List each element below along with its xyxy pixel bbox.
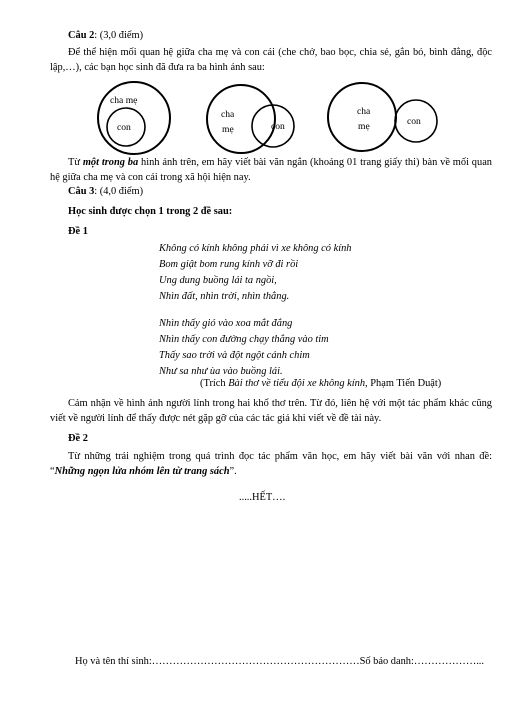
- diagram-2-parent-circle: [207, 85, 275, 153]
- option-2-title: Đề 2: [68, 433, 88, 444]
- candidate-name-label: Họ và tên thí sinh:: [75, 656, 152, 667]
- diagram-3-child-label: con: [407, 116, 421, 127]
- citation-post: , Phạm Tiến Duật): [365, 378, 442, 389]
- option-1-title: Đề 1: [68, 226, 88, 237]
- poem-line: Ung dung buồng lái ta ngồi,: [159, 275, 277, 286]
- diagram-3-parent-label-line1: cha: [357, 106, 371, 117]
- diagram-separate-circles: [328, 83, 437, 151]
- footer-candidate-info: [75, 656, 484, 668]
- option-2-task-pre: Từ những trải nghiệm trong quá trình đọc tác phẩm văn học, em hãy viết bài văn với nhan đề: “: [50, 451, 492, 478]
- poem-line: Nhìn thấy gió vào xoa mắt đắng: [159, 318, 293, 329]
- candidate-name-blank: ……………………………………………………: [151, 656, 360, 667]
- poem-line: Thấy sao trời và đột ngột cánh chim: [159, 350, 310, 361]
- diagram-nested-circles: [98, 82, 170, 154]
- question-3-heading: [68, 186, 143, 198]
- poem-line: Nhìn thấy con đường chạy thẳng vào tim: [159, 334, 329, 345]
- question-2-label: Câu 2: [68, 30, 95, 41]
- poem-line: Không có kính không phải vì xe không có kính: [159, 243, 352, 254]
- question-2-task-emphasis: một trong ba: [82, 157, 139, 168]
- diagram-2-parent-label-line2: mẹ: [222, 124, 234, 135]
- question-3-points: : (4,0 điểm): [94, 186, 144, 197]
- question-2-heading: [68, 30, 143, 42]
- question-2-points: : (3,0 điểm): [94, 30, 144, 41]
- option-2-essay-title: Những ngọn lửa nhóm lên từ trang sách: [54, 466, 230, 478]
- option-2-task: [50, 449, 492, 479]
- question-3-choose: Học sinh được chọn 1 trong 2 đề sau:: [68, 206, 233, 217]
- diagram-2-parent-label-line1: cha: [221, 109, 235, 120]
- diagram-2-child-label: con: [271, 121, 285, 132]
- question-2-task-pre: Từ: [68, 157, 83, 168]
- option-1-task: Cảm nhận về hình ảnh người lính trong hai khổ thơ trên. Từ đó, liên hệ với một tác phẩm khác cũng viết về người lính để thấy được nét gặp gỡ của các tác giả khi viết về đề tài này.: [50, 398, 492, 425]
- poem-line: Nhìn đất, nhìn trời, nhìn thẳng.: [159, 291, 290, 302]
- poem-line: Như sa như ùa vào buồng lái.: [159, 366, 283, 377]
- question-2-task: [50, 155, 492, 185]
- end-mark: .....HẾT….: [239, 492, 286, 503]
- citation-title: Bài thơ về tiểu đội xe không kính: [228, 378, 366, 389]
- diagram-3-parent-label-line2: mẹ: [358, 121, 370, 132]
- question-2-task-post: hình ảnh trên, em hãy viết bài văn ngắn (khoảng 01 trang giấy thi) bàn về mối quan hệ giữa cha mẹ và con cái trong xã hội hiện nay.: [50, 157, 493, 184]
- option-2-task-post: ”.: [229, 466, 237, 478]
- candidate-id-blank: ………………...: [413, 656, 484, 667]
- poem-line: Bom giật bom rung kính vỡ đi rồi: [159, 259, 299, 270]
- poem-citation: [200, 378, 441, 390]
- question-2-intro: Để thể hiện mối quan hệ giữa cha mẹ và con cái (che chở, bao bọc, chia sẻ, gắn bó, bình đẳng, độc lập,…), các bạn học sinh đã đưa ra ba hình ảnh sau:: [50, 47, 492, 74]
- candidate-id-label: Số báo danh:: [359, 656, 414, 667]
- diagram-1-child-label: con: [117, 122, 131, 133]
- diagram-overlapping-circles: [207, 85, 294, 153]
- question-3-label: Câu 3: [68, 186, 95, 197]
- citation-pre: (Trích: [200, 378, 229, 389]
- diagram-3-parent-circle: [328, 83, 396, 151]
- diagram-1-parent-label: cha mẹ: [110, 95, 138, 106]
